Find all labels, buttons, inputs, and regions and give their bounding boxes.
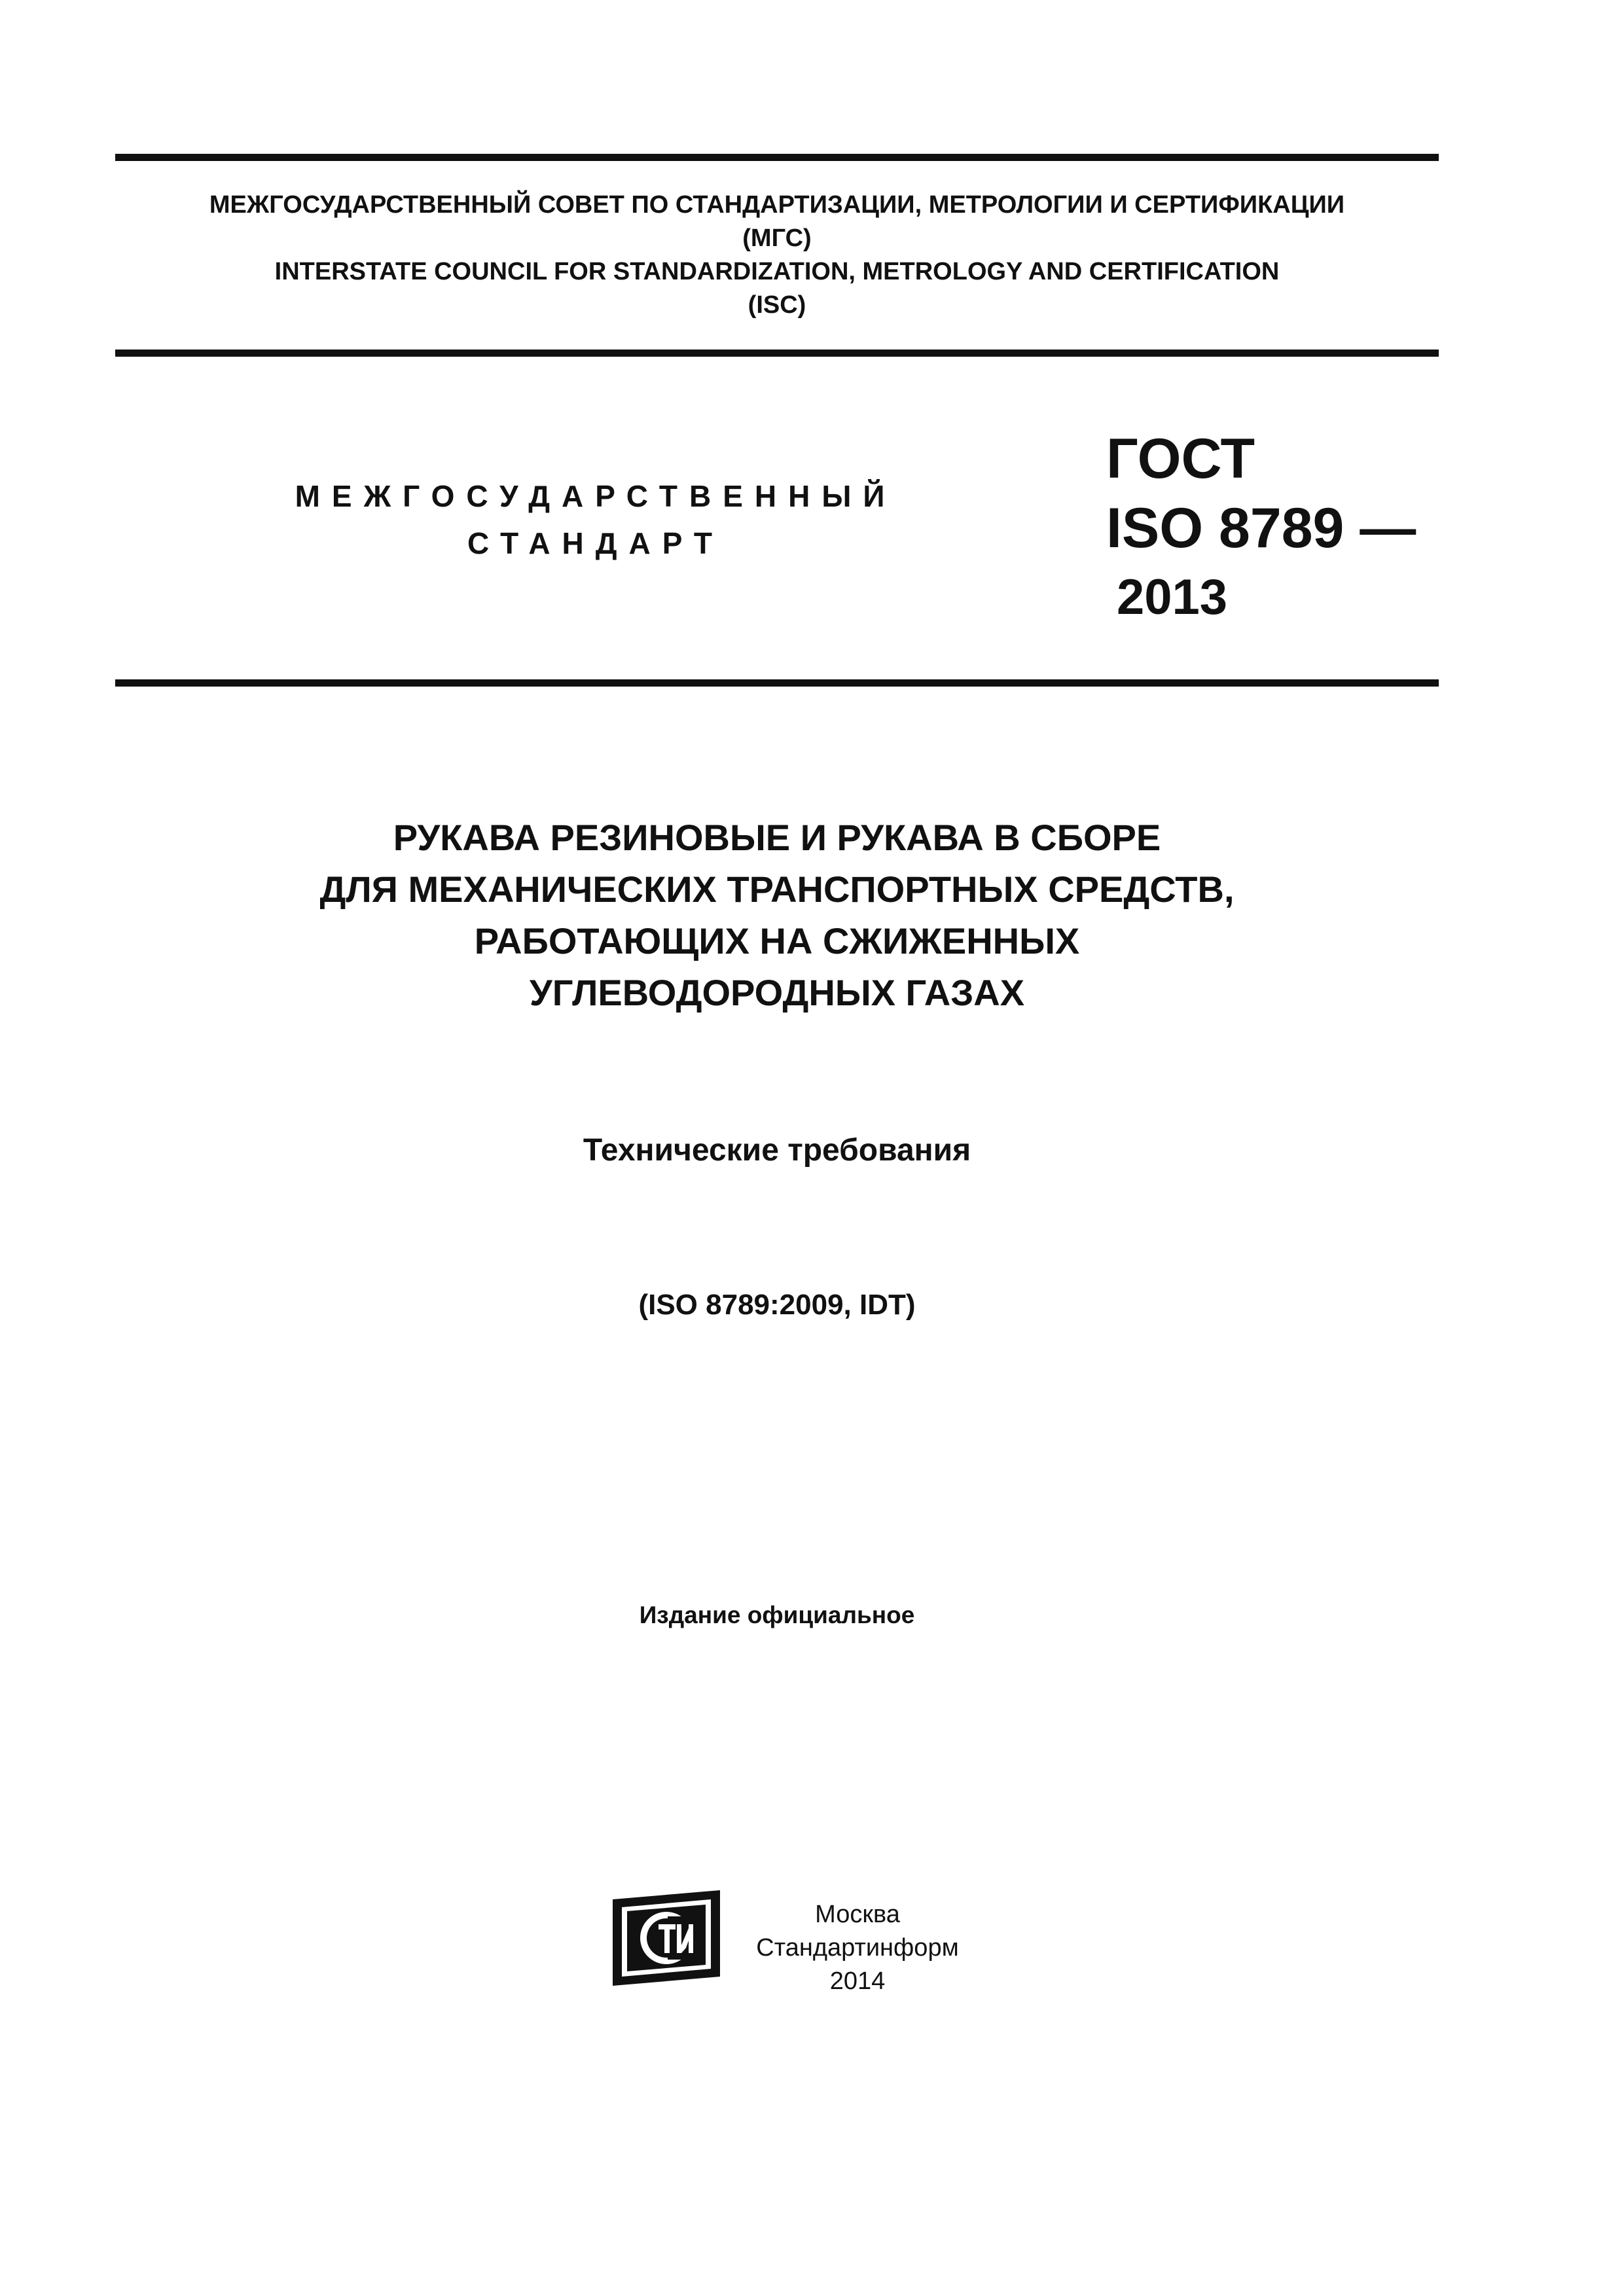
standard-code-number: ISO 8789 — bbox=[1106, 497, 1416, 560]
title-line-3: РАБОТАЮЩИХ НА СЖИЖЕННЫХ bbox=[474, 920, 1080, 961]
publisher-city: Москва bbox=[815, 1901, 900, 1928]
standard-kind bbox=[249, 473, 943, 567]
edition-note: Издание официальное bbox=[639, 1602, 915, 1628]
council-header bbox=[115, 188, 1439, 322]
publisher-year: 2014 bbox=[829, 1967, 886, 1995]
title-line-4: УГЛЕВОДОРОДНЫХ ГАЗАХ bbox=[529, 972, 1025, 1013]
standard-code-prefix: ГОСТ bbox=[1106, 427, 1255, 490]
standard-code bbox=[1106, 424, 1416, 632]
council-name-en: INTERSTATE COUNCIL FOR STANDARDIZATION, METROLOGY AND CERTIFICATION bbox=[274, 258, 1280, 285]
title-line-1: РУКАВА РЕЗИНОВЫЕ И РУКАВА В СБОРЕ bbox=[393, 817, 1161, 858]
standard-kind-line2: СТАНДАРТ bbox=[467, 526, 724, 560]
publisher-name: Стандартинформ bbox=[756, 1934, 959, 1962]
title-line-2: ДЛЯ МЕХАНИЧЕСКИХ ТРАНСПОРТНЫХ СРЕДСТВ, bbox=[319, 869, 1235, 910]
council-abbr-ru: (МГС) bbox=[742, 224, 812, 252]
standard-kind-line1: МЕЖГОСУДАРСТВЕННЫЙ bbox=[295, 479, 897, 513]
document-title bbox=[115, 812, 1439, 1018]
council-abbr-en: (ISC) bbox=[748, 291, 806, 319]
standard-code-year: 2013 bbox=[1117, 569, 1228, 625]
top-rule bbox=[115, 154, 1439, 161]
publisher-imprint bbox=[707, 1898, 1008, 1998]
document-subtitle: Технические требования bbox=[583, 1133, 971, 1168]
iso-reference: (ISO 8789:2009, IDT) bbox=[638, 1289, 916, 1321]
publisher-logo bbox=[613, 1890, 720, 1986]
code-divider bbox=[115, 679, 1439, 687]
council-name-ru: МЕЖГОСУДАРСТВЕННЫЙ СОВЕТ ПО СТАНДАРТИЗАЦИИ, МЕТРОЛОГИИ И СЕРТИФИКАЦИИ bbox=[209, 191, 1345, 219]
header-divider bbox=[115, 350, 1439, 357]
